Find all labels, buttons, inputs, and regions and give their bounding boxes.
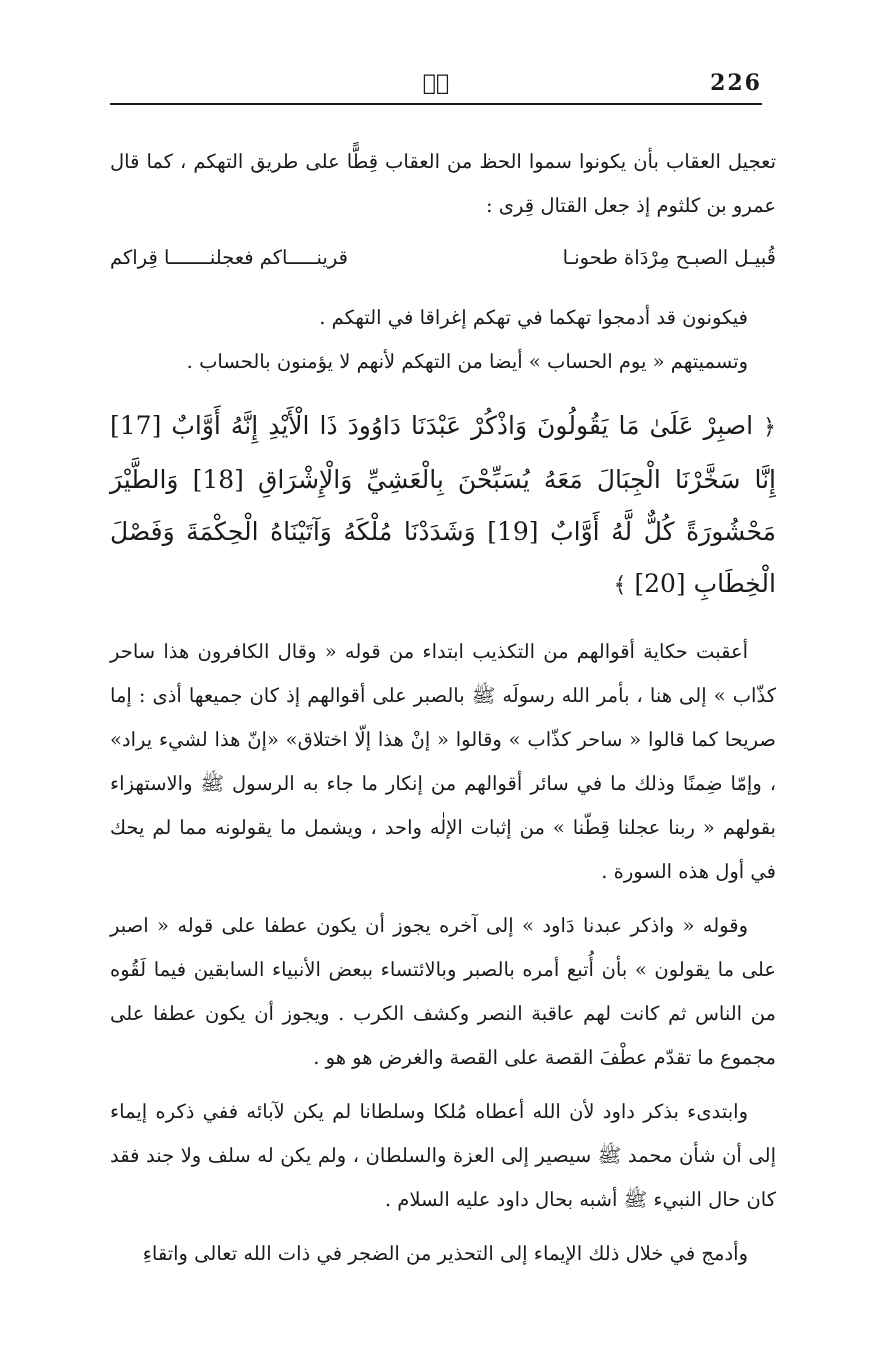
verse-18-number: [18] <box>192 465 244 494</box>
paragraph-2: فيكونون قد أدمجوا تهكما في تهكم إغراقا في التهكم . <box>319 306 748 329</box>
page-header <box>110 70 762 104</box>
poem-verse <box>110 236 776 280</box>
verse-17-text: اصبِرْ عَلَىٰ مَا يَقُولُونَ وَاذْكُرْ عَبْدَنَا دَاوُودَ ذَا الْأَيْدِ إِنَّهُ أَوَّابٌ <box>171 411 754 440</box>
poem-second-half: قرينـــــاكم فعجلنـــــــا قِراكم <box>110 246 348 269</box>
paragraph-1: تعجيل العقاب بأن يكونوا سموا الحظ من العقاب قِطًّا على طريق التهكم ، كما قال عمرو بن كلثوم إذ جعل القتال قِرى : <box>110 150 776 217</box>
verse-20-number: [20] <box>634 569 686 598</box>
verse-18-text: إِنَّا سَخَّرْنَا الْجِبَالَ مَعَهُ يُسَبِّحْنَ بِالْعَشِيِّ وَالْإِشْرَاقِ <box>257 465 776 494</box>
poem-first-half: قُبيـل الصبـح مِرْدَاة طحونـا <box>562 246 776 269</box>
paragraph-6: وابتدىء بذكر داود لأن الله أعطاه مُلكا وسلطانا لم يكن لآبائه ففي ذكره إيماء إلى أن شأن محمد ﷺ سيصير إلى العزة والسلطان ، ولم يكن له سلف ولا جند فقد كان حال النبيء ﷺ أشبه بحال داود عليه السلام . <box>110 1100 776 1211</box>
verse-20-text: وَشَدَدْنَا مُلْكَهُ وَآتَيْنَاهُ الْحِكْمَةَ وَفَصْلَ الْخِطَابِ <box>110 517 776 598</box>
quran-close-bracket: ﴾ <box>613 573 627 598</box>
paragraph-4: أعقبت حكاية أقوالهم من التكذيب ابتداء من قوله « وقال الكافرون هذا ساحر كذّاب » إلى هنا ، بأمر الله رسولَه ﷺ بالصبر على أقوالهم إذ كان جميعها أذى : إما صريحا كما قالوا « ساحر كذّاب » وقالوا « إنْ هذا إلّا اختلاق» «إنّ هذا لشيء يراد» ، وإمّا ضِمنًا وذلك ما في سائر أقوالهم من إنكار ما جاء به الرسول ﷺ والاستهزاء بقولهم « ربنا عجلنا قِطّنا » من إثبات الإلٰه واحد ، ويشمل ما يقولونه مما لم يحك في أول هذه السورة . <box>110 640 776 883</box>
page-number: 226 <box>710 70 762 96</box>
running-head-surah: صۤ <box>422 70 450 96</box>
quran-open-bracket: ﴿ <box>763 415 776 440</box>
verse-19-number: [19] <box>487 517 539 546</box>
paragraph-7: وأدمج في خلال ذلك الإيماء إلى التحذير من الضجر في ذات الله تعالى واتقاءِ <box>142 1242 748 1265</box>
main-text <box>110 140 776 1276</box>
verse-17-number: [17] <box>110 411 162 440</box>
verse-19-text: وَالطَّيْرَ مَحْشُورَةً كُلٌّ لَّهُ أَوَّابٌ <box>110 465 776 546</box>
paragraph-3: وتسميتهم « يوم الحساب » أيضا من التهكم لأنهم لا يؤمنون بالحساب . <box>186 350 748 373</box>
quran-verses-block <box>110 400 776 612</box>
paragraph-5: وقوله « واذكر عبدنا دَاود » إلى آخره يجوز أن يكون عطفا على قوله « اصبر على ما يقولون » بأن أُتبع أمره بالصبر وبالائتساء ببعض الأنبياء السابقين فيما لَقُوه من الناس ثم كانت لهم عاقبة النصر وكشف الكرب . ويجوز أن يكون عطفا على مجموع ما تقدّم عطْفَ القصة على القصة والغرض هو هو . <box>110 914 776 1069</box>
header-rule <box>110 103 762 105</box>
